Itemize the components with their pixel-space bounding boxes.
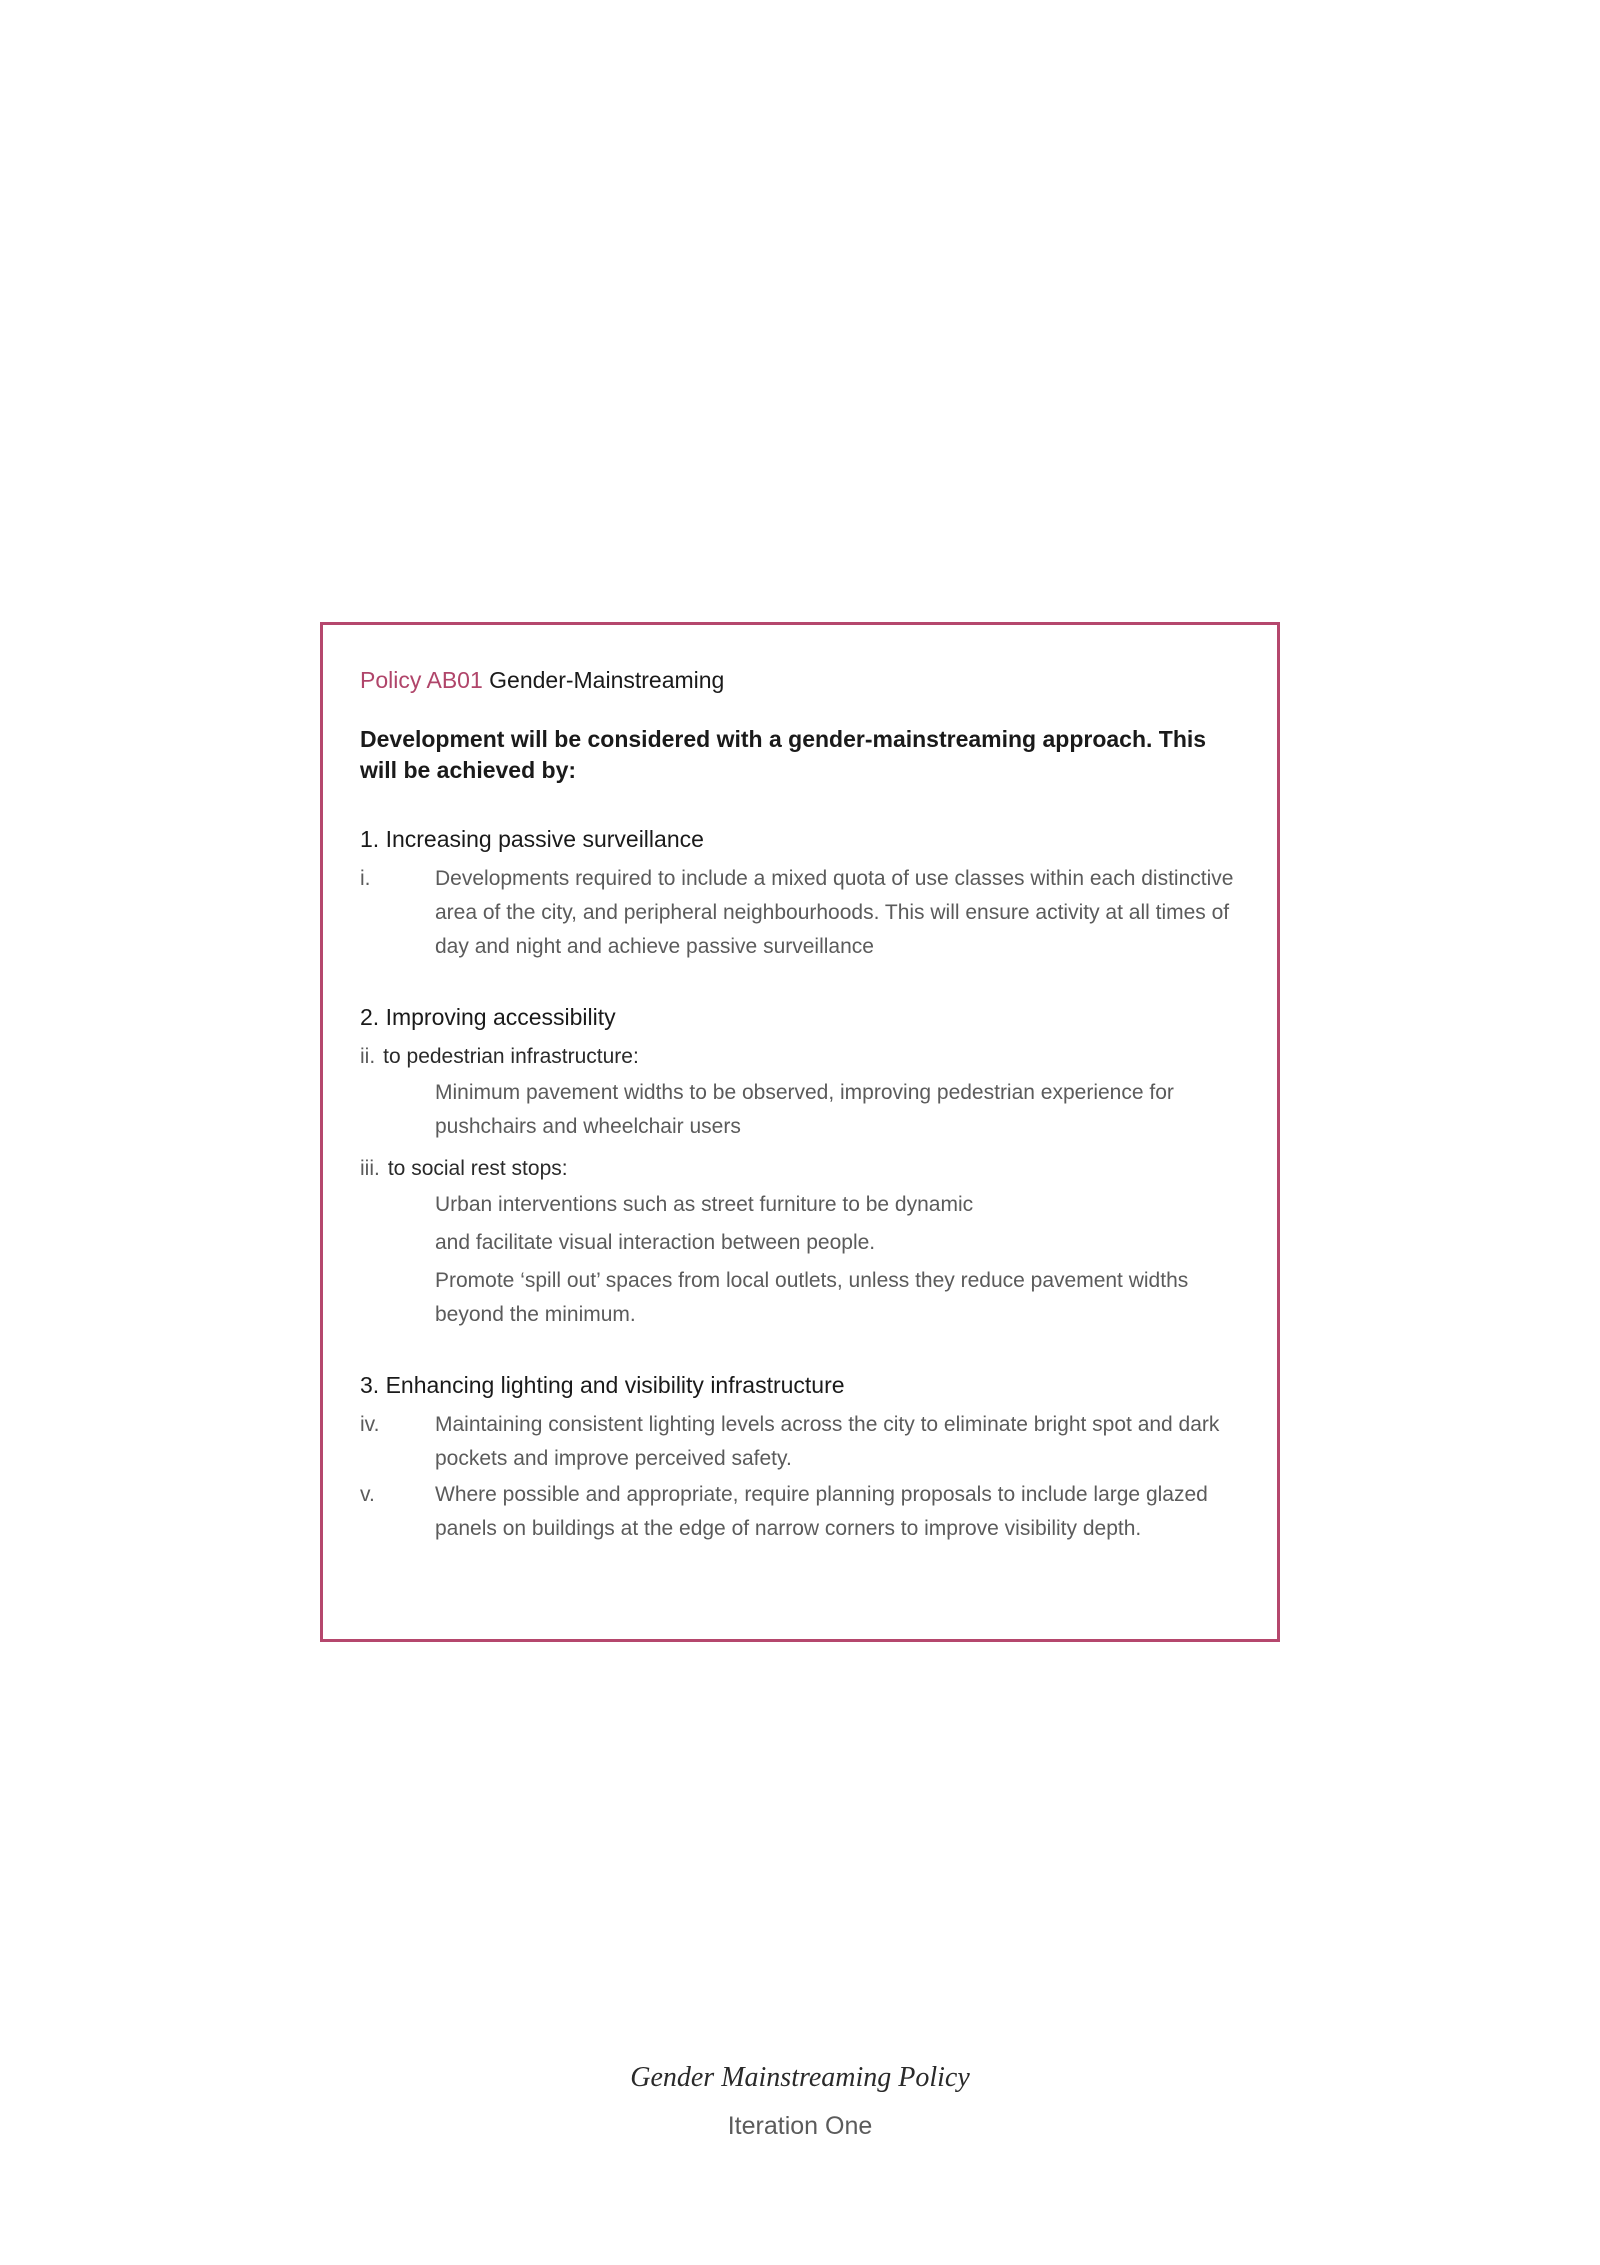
item-numeral: i. xyxy=(360,867,371,890)
policy-item xyxy=(360,1408,1243,1476)
policy-item xyxy=(360,862,1243,964)
subsection-label xyxy=(360,1042,1243,1072)
item-numeral: iv. xyxy=(360,1413,380,1436)
subsection-paragraph: and facilitate visual interaction between people. xyxy=(435,1231,876,1254)
subsection-label-text: to pedestrian infrastructure: xyxy=(383,1045,639,1068)
policy-intro: Development will be considered with a gender-mainstreaming approach. This will be achieved by: xyxy=(360,726,1207,783)
subsection-paragraph: Promote ‘spill out’ spaces from local outlets, unless they reduce pavement widths beyond the minimum. xyxy=(435,1269,1189,1326)
subsection-paragraph: Minimum pavement widths to be observed, improving pedestrian experience for pushchairs and wheelchair users xyxy=(435,1081,1174,1138)
policy-box xyxy=(320,622,1280,1642)
subsection-label xyxy=(360,1154,1243,1184)
section-heading-accessibility: 2. Improving accessibility xyxy=(360,1004,616,1030)
policy-title-text: Gender-Mainstreaming xyxy=(489,667,725,693)
subsection-numeral: iii. xyxy=(360,1157,380,1180)
item-text: Where possible and appropriate, require planning proposals to include large glazed panels on buildings at the edge of narrow corners to improve visibility depth. xyxy=(435,1483,1208,1540)
section-heading-passive-surveillance: 1. Increasing passive surveillance xyxy=(360,826,704,852)
item-text: Developments required to include a mixed quota of use classes within each distinctive area of the city, and peripheral neighbourhoods. This will ensure activity at all times of day and night and achieve passive surveillance xyxy=(435,867,1234,958)
policy-title xyxy=(360,665,1243,695)
subsection-numeral: ii. xyxy=(360,1045,376,1068)
policy-item xyxy=(360,1478,1243,1546)
subsection-paragraph: Urban interventions such as street furniture to be dynamic xyxy=(435,1193,974,1216)
subsection-label-text: to social rest stops: xyxy=(387,1157,568,1180)
footer-title: Gender Mainstreaming Policy xyxy=(630,2062,970,2093)
item-numeral: v. xyxy=(360,1483,375,1506)
item-text: Maintaining consistent lighting levels across the city to eliminate bright spot and dark pockets and improve perceived safety. xyxy=(435,1413,1220,1470)
section-heading-lighting: 3. Enhancing lighting and visibility infrastructure xyxy=(360,1372,845,1398)
footer-subtitle: Iteration One xyxy=(727,2112,873,2140)
policy-code: Policy AB01 xyxy=(360,667,483,693)
